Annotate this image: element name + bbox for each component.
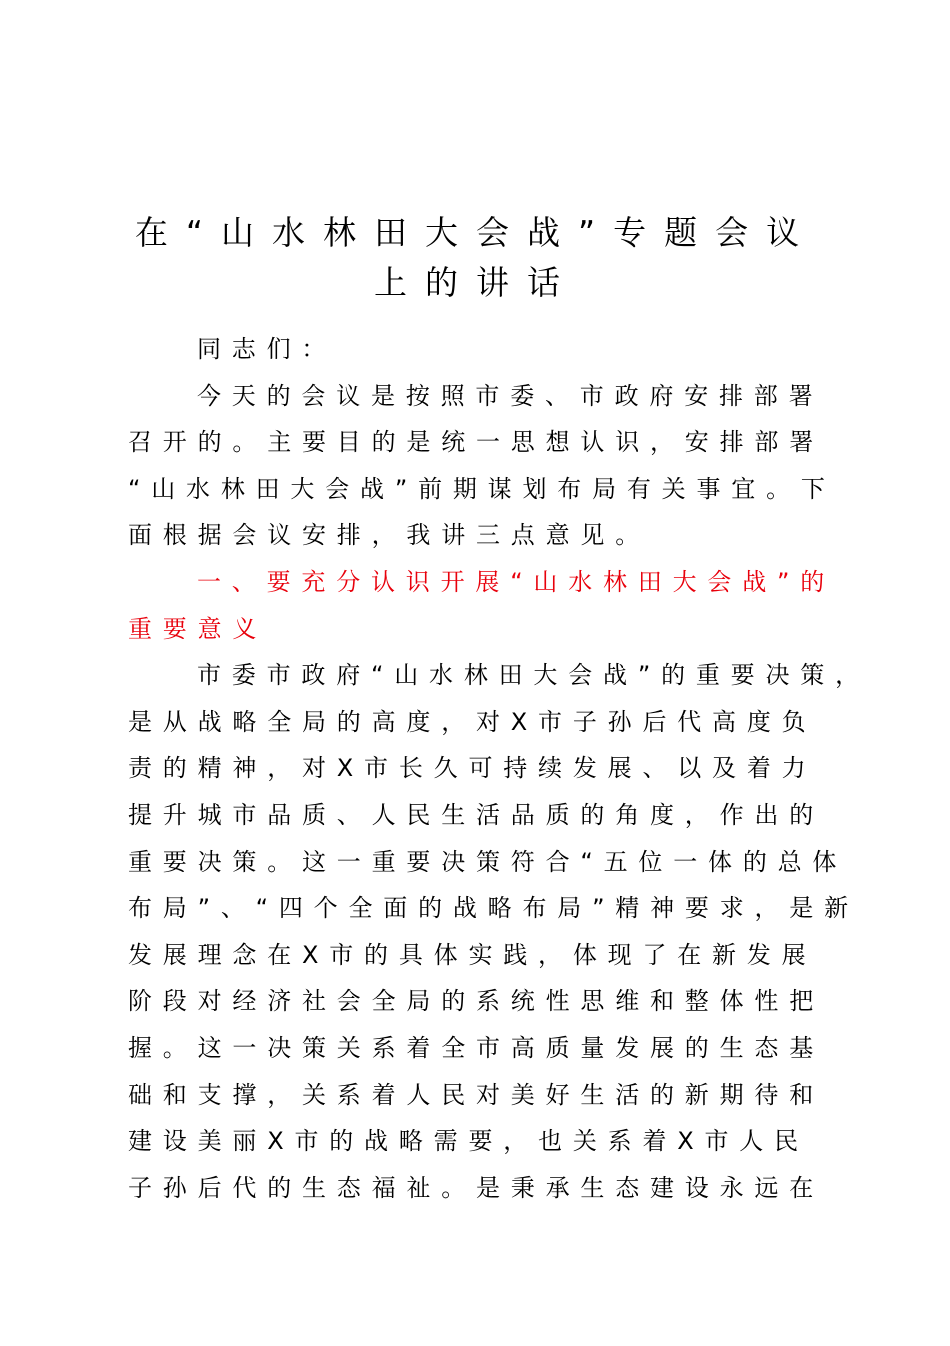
paragraph-intro bbox=[128, 373, 836, 559]
paragraph-line: 今天的会议是按照市委、市政府安排部署 bbox=[197, 381, 824, 410]
paragraph-line: 责的精神，对X市长久可持续发展、以及着力 bbox=[128, 754, 817, 783]
speech-body bbox=[128, 326, 870, 1211]
section-heading-1 bbox=[128, 559, 836, 652]
paragraph-line: 市委市政府“山水林田大会战”的重要决策， bbox=[197, 661, 870, 690]
heading-line: 重要意义 bbox=[128, 614, 268, 643]
title-line-2: 上的讲话 bbox=[374, 263, 578, 302]
paragraph-line: 握。这一决策关系着全市高质量发展的生态基 bbox=[128, 1033, 824, 1062]
paragraph-line: 建设美丽X市的战略需要，也关系着X市人民 bbox=[128, 1127, 809, 1156]
paragraph-line: 提升城市品质、人民生活品质的角度，作出的 bbox=[128, 800, 824, 829]
speech-title bbox=[128, 208, 824, 308]
title-line-1: 在“山水林田大会战”专题会议 bbox=[134, 213, 818, 252]
paragraph-line: 布局”、“四个全面的战略布局”精神要求，是新 bbox=[128, 894, 859, 923]
paragraph-line: “山水林田大会战”前期谋划布局有关事宜。下 bbox=[128, 474, 836, 503]
heading-line: 一、要充分认识开展“山水林田大会战”的 bbox=[197, 567, 836, 596]
paragraph-line: 础和支撑，关系着人民对美好生活的新期待和 bbox=[128, 1080, 824, 1109]
paragraph-line: 重要决策。这一重要决策符合“五位一体的总体 bbox=[128, 847, 848, 876]
paragraph-line: 面根据会议安排，我讲三点意见。 bbox=[128, 521, 650, 550]
paragraph-significance bbox=[128, 652, 870, 1211]
paragraph-line: 发展理念在X市的具体实践，体现了在新发展 bbox=[128, 940, 817, 969]
paragraph-line: 子孙后代的生态福祉。是秉承生态建设永远在 bbox=[128, 1173, 824, 1202]
paragraph-line: 召开的。主要目的是统一思想认识，安排部署 bbox=[128, 428, 824, 457]
paragraph-line: 是从战略全局的高度，对X市子孙后代高度负 bbox=[128, 707, 817, 736]
salutation bbox=[128, 326, 828, 373]
paragraph-line: 阶段对经济社会全局的系统性思维和整体性把 bbox=[128, 987, 824, 1016]
salutation-text: 同志们： bbox=[197, 335, 337, 363]
